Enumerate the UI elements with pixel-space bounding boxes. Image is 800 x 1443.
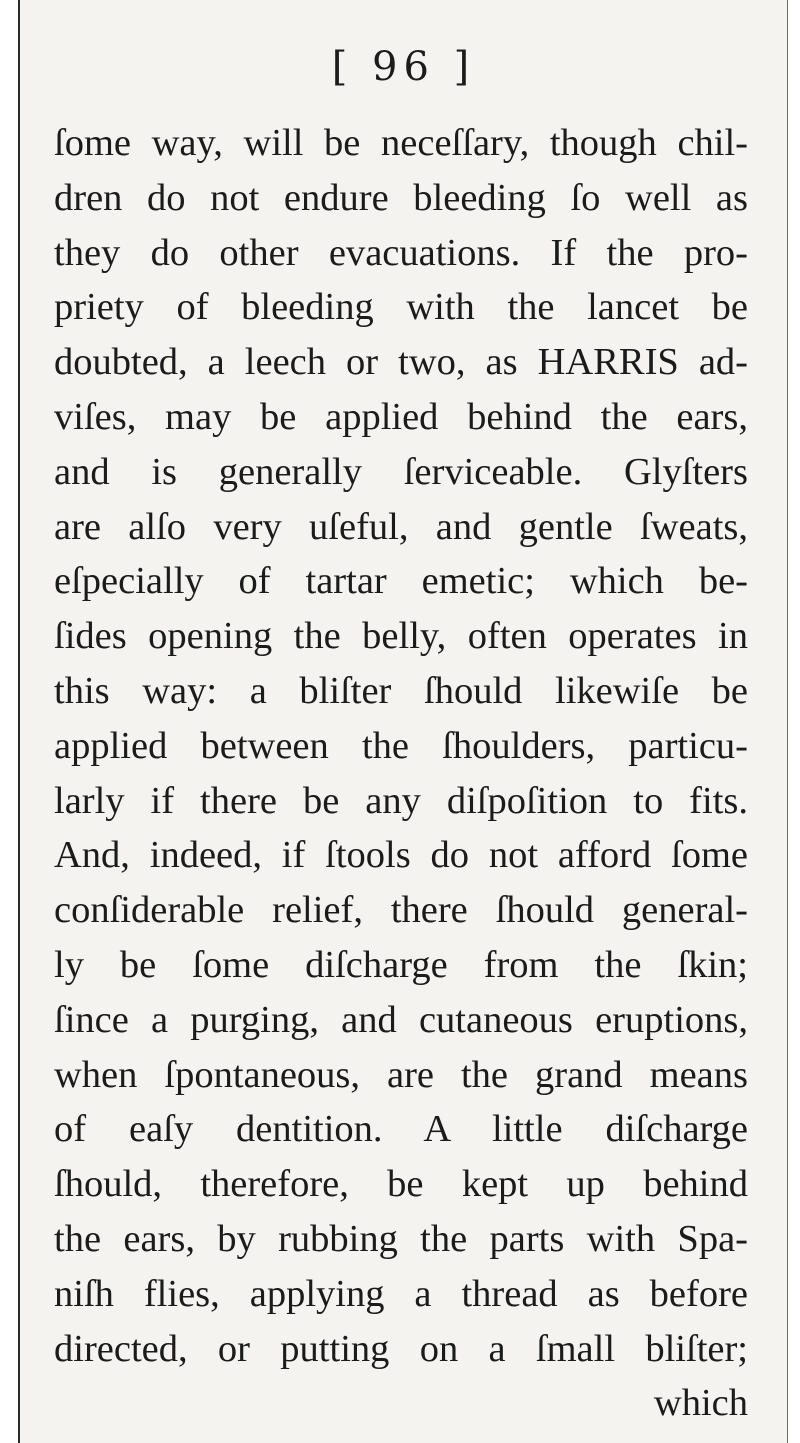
- text-line: are alſo very uſeful, and gentle ſweats,: [54, 505, 748, 548]
- text-line: they do other evacuations. If the pro-: [54, 231, 748, 274]
- text-line: viſes, may be applied behind the ears,: [54, 395, 748, 438]
- text-line: the ears, by rubbing the parts with Spa-: [54, 1217, 748, 1260]
- text-line: directed, or putting on a ſmall bliſter;: [54, 1327, 748, 1370]
- text-line: when ſpontaneous, are the grand means: [54, 1053, 748, 1096]
- body-text: [54, 116, 748, 1431]
- text-line: eſpecially of tartar emetic; which be-: [54, 560, 748, 603]
- text-line: larly if there be any diſpoſition to fits.: [54, 779, 748, 822]
- page-number-header: [ 96 ]: [331, 44, 476, 90]
- text-line: this way: a bliſter ſhould likewiſe be: [54, 669, 748, 712]
- text-line: ly be ſome diſcharge from the ſkin;: [54, 943, 748, 986]
- text-line: And, indeed, if ſtools do not afford ſome: [54, 834, 748, 877]
- text-line: conſiderable relief, there ſhould general-: [54, 889, 748, 932]
- text-line: ſome way, will be neceſſary, though chil-: [54, 122, 748, 164]
- text-line: applied between the ſhoulders, particu-: [54, 724, 748, 767]
- catchword: which: [653, 1382, 748, 1425]
- text-line: and is generally ſerviceable. Glyſters: [54, 450, 748, 493]
- text-line: ſince a purging, and cutaneous eruptions,: [54, 998, 748, 1041]
- text-line: priety of bleeding with the lancet be: [54, 286, 748, 329]
- text-line: ſides opening the belly, often operates in: [54, 615, 748, 658]
- book-page: [18, 0, 788, 1443]
- text-line: niſh flies, applying a thread as before: [54, 1272, 748, 1315]
- text-line: ſhould, therefore, be kept up behind: [54, 1163, 748, 1206]
- text-line: of eaſy dentition. A little diſcharge: [54, 1108, 748, 1151]
- text-line: doubted, a leech or two, as HARRIS ad-: [54, 341, 748, 384]
- text-line: dren do not endure bleeding ſo well as: [54, 176, 748, 219]
